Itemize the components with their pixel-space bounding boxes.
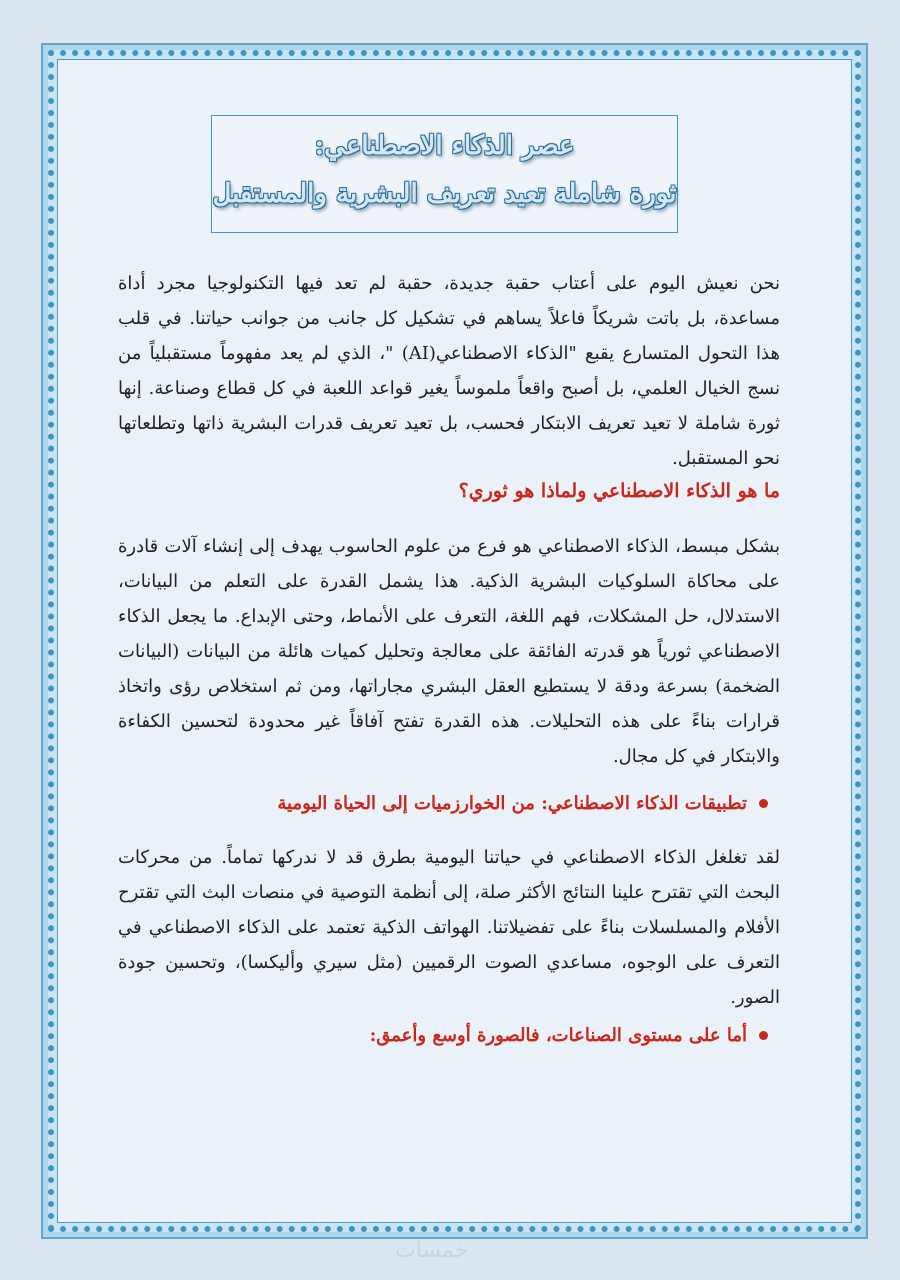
title-line-1: عصر الذكاء الاصطناعي: (314, 131, 575, 161)
what-is-ai-paragraph: بشكل مبسط، الذكاء الاصطناعي هو فرع من علوم الحاسوب يهدف إلى إنشاء آلات قادرة على محاكاة السلوكيات البشرية الذكية. هذا يشمل القدرة على التعلم من البيانات، الاستدلال، حل المشكلات، فهم اللغة، التعرف على الأنماط، وحتى الإبداع. ما يجعل الذكاء الاصطناعي ثورياً هو قدرته الفائقة على معالجة وتحليل كميات هائلة من البيانات (البيانات الضخمة) بسرعة ودقة لا يستطيع العقل البشري مجاراتها، ومن ثم استخلاص رؤى واتخاذ قرارات بناءً على هذه التحليلات. هذه القدرة تفتح آفاقاً غير محدودة لتحسين الكفاءة والابتكار في كل مجال. (118, 536, 780, 767)
section-heading-what-is-ai: ما هو الذكاء الاصطناعي ولماذا هو ثوري؟ (458, 480, 780, 502)
title-box (211, 115, 678, 233)
applications-paragraph: لقد تغلغل الذكاء الاصطناعي في حياتنا اليومية بطرق قد لا ندركها تماماً. من محركات البحث التي تقترح علينا النتائج الأكثر صلة، إلى أنظمة التوصية في منصات البث التي تقترح الأفلام والمسلسلات بناءً على تفضيلاتنا. الهواتف الذكية تعتمد على الذكاء الاصطناعي في التعرف على الوجوه، مساعدي الصوت الرقميين (مثل سيري وأليكسا)، وتحسين جودة الصور. (118, 847, 780, 1008)
bullet-heading-industries-label: أما على مستوى الصناعات، فالصورة أوسع وأعمق: (369, 1025, 747, 1046)
intro-paragraph: نحن نعيش اليوم على أعتاب حقبة جديدة، حقبة لم تعد فيها التكنولوجيا مجرد أداة مساعدة، بل باتت شريكاً فاعلاً يساهم في تشكيل كل جانب من جوانب حياتنا. في قلب هذا التحول المتسارع يقبع "الذكاء الاصطناعي(AI) "، الذي لم يعد مفهوماً مستقبلياً من نسج الخيال العلمي، بل أصبح واقعاً ملموساً يغير قواعد اللعبة في كل قطاع وصناعة. إنها ثورة شاملة لا تعيد تعريف الابتكار فحسب، بل تعيد تعريف قدرات البشرية ذاتها وتطلعاتها نحو المستقبل. (118, 273, 780, 469)
bullet-icon (759, 799, 768, 808)
bullet-icon (759, 1031, 768, 1040)
bullet-heading-industries (370, 1025, 768, 1046)
bullet-heading-applications (277, 793, 768, 814)
bullet-heading-applications-label: تطبيقات الذكاء الاصطناعي: من الخوارزميات إلى الحياة اليومية (277, 793, 747, 814)
watermark: خمسات (395, 1238, 469, 1263)
title-line-2: ثورة شاملة تعيد تعريف البشرية والمستقبل (212, 179, 677, 209)
